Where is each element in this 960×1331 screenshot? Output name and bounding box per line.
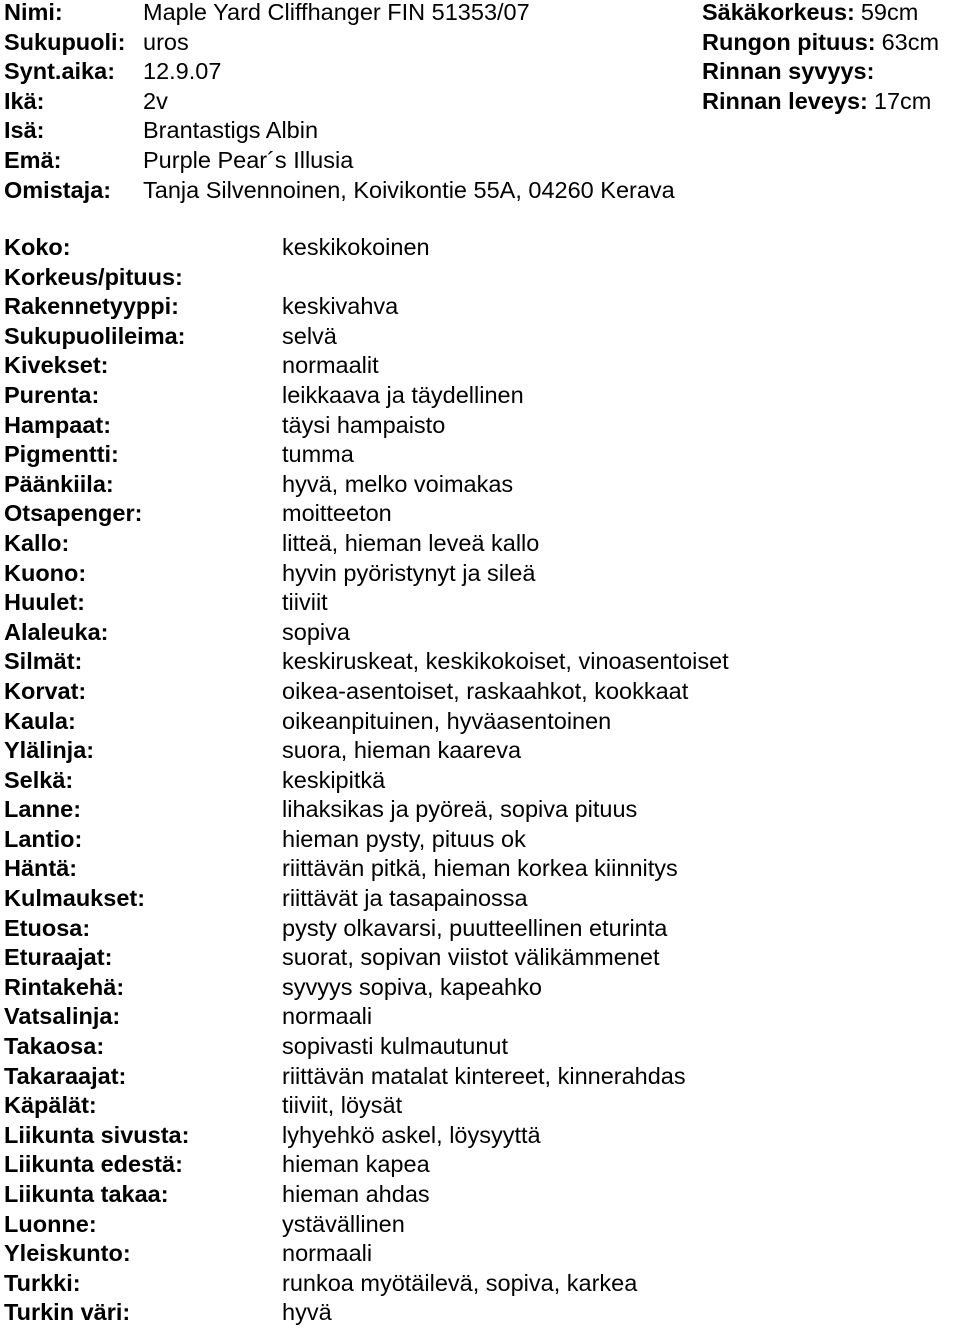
info-row [4, 176, 960, 206]
evaluation-value: oikeanpituinen, hyväasentoinen [282, 707, 612, 734]
owner-label: Omistaja: [4, 176, 112, 203]
evaluation-value: tumma [282, 441, 354, 468]
evaluation-row [4, 1210, 960, 1240]
chest-width-label: Rinnan leveys: 17cm [702, 87, 932, 114]
sex-label: Sukupuoli: [4, 28, 126, 55]
evaluation-value: oikea-asentoiset, raskaahkot, kookkaat [282, 677, 689, 704]
dog-info-header [4, 0, 960, 205]
info-row [4, 116, 960, 146]
evaluation-label: Pigmentti: [4, 441, 119, 468]
evaluation-label: Eturaajat: [4, 944, 113, 971]
evaluation-label: Selkä: [4, 766, 74, 793]
evaluation-list [4, 233, 960, 1328]
evaluation-row [4, 470, 960, 500]
evaluation-value: normaali [282, 1240, 373, 1267]
evaluation-value: keskiruskeat, keskikokoiset, vinoasentoiset [282, 648, 729, 675]
evaluation-row [4, 1298, 960, 1328]
evaluation-label: Turkki: [4, 1269, 81, 1296]
dam-label: Emä: [4, 146, 62, 173]
evaluation-value: syvyys sopiva, kapeahko [282, 973, 542, 1000]
name-value: Maple Yard Cliffhanger FIN 51353/07 [143, 0, 530, 25]
body-length-label: Rungon pituus: 63cm [702, 28, 940, 55]
evaluation-label: Kallo: [4, 529, 70, 556]
evaluation-value: keskivahva [282, 293, 399, 320]
info-row [4, 28, 960, 58]
evaluation-label: Koko: [4, 234, 71, 260]
withers-height-label: Säkäkorkeus: 59cm [702, 0, 919, 25]
evaluation-value: suorat, sopivan viistot välikämmenet [282, 944, 660, 971]
evaluation-label: Otsapenger: [4, 500, 143, 527]
evaluation-label: Kulmaukset: [4, 885, 146, 912]
age-value: 2v [143, 87, 168, 114]
evaluation-value: riittävät ja tasapainossa [282, 885, 528, 912]
evaluation-value: leikkaava ja täydellinen [282, 381, 524, 408]
evaluation-label: Hampaat: [4, 411, 112, 438]
evaluation-value: runkoa myötäilevä, sopiva, karkea [282, 1269, 638, 1296]
evaluation-row [4, 647, 960, 677]
evaluation-value: hieman ahdas [282, 1181, 430, 1207]
evaluation-value: pysty olkavarsi, puutteellinen eturinta [282, 914, 668, 941]
evaluation-value: tiiviit, löysät [282, 1092, 403, 1119]
evaluation-value: täysi hampaisto [282, 411, 446, 438]
evaluation-row [4, 736, 960, 766]
birth-date-value: 12.9.07 [143, 58, 222, 85]
evaluation-row [4, 588, 960, 618]
evaluation-row [4, 440, 960, 470]
evaluation-label: Takaraajat: [4, 1062, 127, 1089]
info-row [4, 87, 960, 117]
evaluation-row [4, 1180, 960, 1210]
info-row [4, 146, 960, 176]
evaluation-row [4, 854, 960, 884]
evaluation-row [4, 1269, 960, 1299]
evaluation-label: Takaosa: [4, 1033, 105, 1060]
evaluation-value: selvä [282, 322, 337, 349]
evaluation-value: lihaksikas ja pyöreä, sopiva pituus [282, 796, 638, 823]
evaluation-label: Ylälinja: [4, 737, 95, 764]
evaluation-label: Liikunta takaa: [4, 1181, 169, 1207]
evaluation-label: Kuono: [4, 559, 87, 586]
evaluation-row [4, 381, 960, 411]
evaluation-label: Sukupuolileima: [4, 322, 186, 349]
evaluation-value: litteä, hieman leveä kallo [282, 529, 540, 556]
info-row [4, 57, 960, 87]
evaluation-label: Silmät: [4, 648, 83, 675]
evaluation-label: Korvat: [4, 677, 87, 704]
evaluation-value: tiiviit [282, 589, 328, 616]
evaluation-row [4, 499, 960, 529]
evaluation-row [4, 677, 960, 707]
evaluation-label: Liikunta sivusta: [4, 1121, 190, 1148]
info-row [4, 0, 960, 28]
withers-height-value: 59cm [860, 0, 919, 25]
evaluation-value: sopiva [282, 618, 350, 645]
evaluation-row [4, 1150, 960, 1180]
evaluation-row [4, 973, 960, 1003]
evaluation-label: Lantio: [4, 825, 83, 852]
evaluation-label: Huulet: [4, 589, 85, 616]
evaluation-value: lyhyehkö askel, löysyyttä [282, 1121, 541, 1148]
evaluation-row [4, 1239, 960, 1269]
evaluation-row [4, 618, 960, 648]
evaluation-value: hyvä [282, 1299, 332, 1326]
evaluation-label: Etuosa: [4, 914, 91, 941]
evaluation-value: ystävällinen [282, 1210, 405, 1237]
evaluation-row [4, 1121, 960, 1151]
evaluation-value: suora, hieman kaareva [282, 737, 522, 764]
evaluation-label: Käpälät: [4, 1092, 97, 1119]
evaluation-row [4, 766, 960, 796]
dam-value: Purple Pear´s Illusia [143, 146, 354, 173]
evaluation-row [4, 1032, 960, 1062]
evaluation-row [4, 1091, 960, 1121]
evaluation-value: hyvin pyöristynyt ja sileä [282, 559, 536, 586]
evaluation-label: Rakennetyyppi: [4, 293, 179, 320]
evaluation-label: Turkin väri: [4, 1299, 131, 1326]
sex-value: uros [143, 28, 189, 55]
evaluation-label: Yleiskunto: [4, 1240, 131, 1267]
evaluation-label: Lanne: [4, 796, 82, 823]
evaluation-row [4, 351, 960, 381]
evaluation-value: normaalit [282, 352, 379, 379]
evaluation-row [4, 559, 960, 589]
sire-label: Isä: [4, 117, 45, 144]
evaluation-row [4, 795, 960, 825]
evaluation-value: riittävän pitkä, hieman korkea kiinnitys [282, 855, 678, 882]
owner-value: Tanja Silvennoinen, Koivikontie 55A, 04260 Kerava [143, 176, 675, 203]
evaluation-value: hyvä, melko voimakas [282, 470, 514, 497]
evaluation-label: Rintakehä: [4, 973, 125, 1000]
evaluation-value: riittävän matalat kintereet, kinnerahdas [282, 1062, 686, 1089]
evaluation-label: Luonne: [4, 1210, 97, 1237]
evaluation-row [4, 263, 960, 293]
evaluation-value: moitteeton [282, 500, 392, 527]
evaluation-row [4, 914, 960, 944]
evaluation-value: hieman pysty, pituus ok [282, 825, 526, 852]
chest-width-value: 17cm [873, 87, 932, 114]
name-label: Nimi: [4, 0, 63, 25]
evaluation-row [4, 707, 960, 737]
evaluation-row [4, 322, 960, 352]
evaluation-label: Kivekset: [4, 352, 109, 379]
body-length-value: 63cm [881, 28, 940, 55]
evaluation-row [4, 943, 960, 973]
evaluation-label: Korkeus/pituus: [4, 263, 183, 290]
evaluation-label: Häntä: [4, 855, 78, 882]
evaluation-row [4, 884, 960, 914]
evaluation-row [4, 1062, 960, 1092]
evaluation-row [4, 529, 960, 559]
evaluation-label: Liikunta edestä: [4, 1151, 183, 1178]
evaluation-label: Päänkiila: [4, 470, 114, 497]
evaluation-row [4, 292, 960, 322]
evaluation-label: Purenta: [4, 381, 100, 408]
evaluation-row [4, 825, 960, 855]
evaluation-value: keskikokoinen [282, 234, 430, 260]
evaluation-row [4, 411, 960, 441]
evaluation-row [4, 1002, 960, 1032]
birth-date-label: Synt.aika: [4, 58, 116, 85]
evaluation-row [4, 233, 960, 263]
evaluation-label: Kaula: [4, 707, 76, 734]
evaluation-value: normaali [282, 1003, 373, 1030]
evaluation-value: sopivasti kulmautunut [282, 1033, 508, 1060]
evaluation-value: keskipitkä [282, 766, 386, 793]
evaluation-label: Alaleuka: [4, 618, 109, 645]
evaluation-label: Vatsalinja: [4, 1003, 121, 1030]
age-label: Ikä: [4, 87, 45, 114]
chest-depth-label: Rinnan syvyys: [702, 58, 875, 85]
evaluation-value: hieman kapea [282, 1151, 430, 1178]
sire-value: Brantastigs Albin [143, 117, 319, 144]
